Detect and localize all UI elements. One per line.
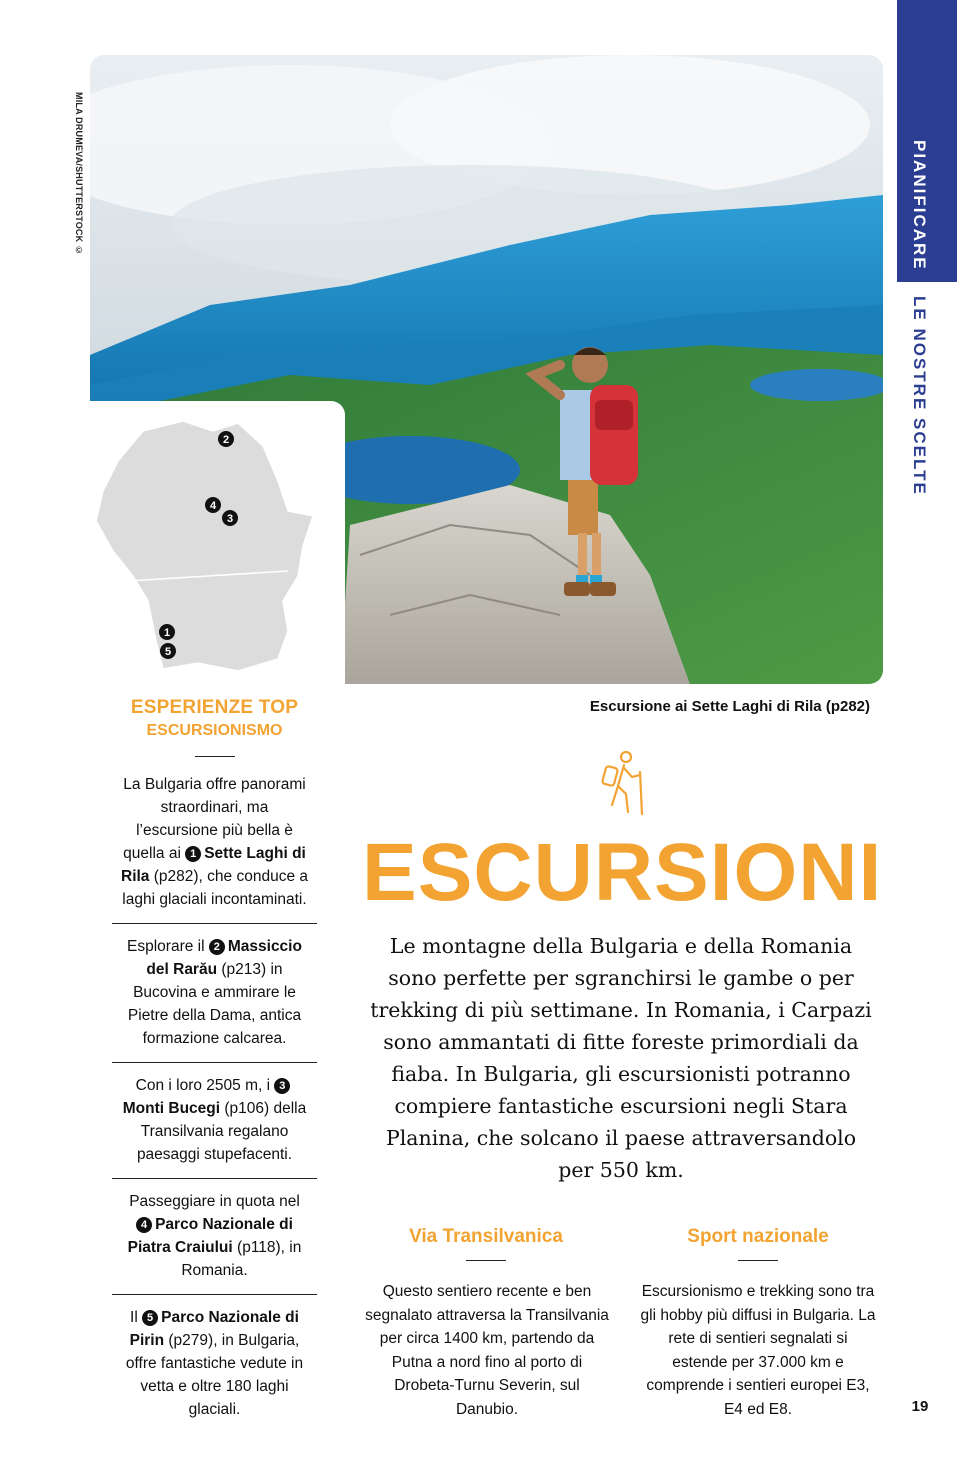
page-number: 19 — [911, 1398, 929, 1415]
subsection-tab-label: LE NOSTRE SCELTE — [910, 296, 929, 496]
hiker-icon — [596, 750, 648, 818]
photo-caption: Escursione ai Sette Laghi di Rila (p282) — [589, 698, 870, 715]
experience-item-1 — [112, 773, 317, 924]
experience-text: Passeggiare in quota nel — [129, 1193, 300, 1210]
box-title-via-transilvanica: Via Transilvanica — [409, 1226, 563, 1247]
box-title-sport-nazionale: Sport nazionale — [687, 1226, 829, 1247]
svg-text:4: 4 — [209, 500, 217, 512]
experience-item-3 — [112, 1074, 317, 1179]
photo-credit: MILA DRUMEVA/SHUTTERSTOCK © — [74, 92, 84, 256]
box-text-sport-nazionale: Escursionismo e trekking sono tra gli hobby più diffusi in Bulgaria. La rete di sentieri segnalati si estende per 37.000 km e comprende i sentieri europei E3, E4 ed E8. — [640, 1283, 876, 1418]
experience-item-2 — [112, 935, 317, 1063]
number-badge: 4 — [136, 1217, 152, 1233]
map-panel — [88, 401, 345, 686]
experience-place: Monti Bucegi — [122, 1100, 221, 1117]
section-tab-label: PIANIFICARE — [910, 140, 929, 271]
experience-place: Sette Laghi di Rila — [121, 845, 306, 885]
experience-text: Con i loro 2505 m, i — [135, 1077, 271, 1094]
page-heading: ESCURSIONI — [362, 827, 883, 918]
divider — [738, 1260, 778, 1261]
experience-text: Il — [130, 1309, 138, 1326]
intro-paragraph: Le montagne della Bulgaria e della Romania sono perfette per sgranchirsi le gambe o per trekking di più settimane. In Romania, i Carpazi sono ammantati di fitte foreste primordiali da fiaba. In Bulgaria, gli escursionisti potranno compiere fantastiche escursioni negli Stara Planina, che solcano il paese attraversandolo per 550 km. — [370, 934, 872, 1182]
map-marker-2 — [218, 431, 234, 447]
experience-place: Parco Nazionale di Piatra Craiului — [127, 1216, 293, 1256]
number-badge: 2 — [209, 939, 225, 955]
number-badge: 5 — [142, 1310, 158, 1326]
number-badge: 3 — [274, 1078, 290, 1094]
experience-text: La Bulgaria offre panorami straordinari, ma l’escursione più bella è quella ai — [123, 776, 306, 862]
divider — [195, 756, 235, 757]
top-experiences-column — [112, 696, 317, 1444]
romania-bulgaria-map — [88, 401, 345, 686]
experience-text: (p106) della Transilvania regalano paesaggi stupefacenti. — [136, 1100, 307, 1163]
divider — [466, 1260, 506, 1261]
number-badge: 1 — [185, 846, 201, 862]
experience-item-4 — [112, 1190, 317, 1295]
box-text-via-transilvanica: Questo sentiero recente e ben segnalato attraversa la Transilvania per circa 1400 km, partendo da Putna a nord fino al porto di Drobeta-Turnu Severin, sul Danubio. — [365, 1283, 609, 1418]
experience-text: Esplorare il — [127, 938, 205, 955]
top-experiences-subtitle: ESCURSIONISMO — [146, 722, 283, 739]
experience-item-5 — [112, 1306, 317, 1433]
svg-text:5: 5 — [164, 646, 172, 658]
experience-place: Massiccio del Rarău — [146, 938, 302, 978]
svg-text:2: 2 — [222, 434, 230, 446]
experience-text: (p118), in Romania. — [181, 1239, 302, 1279]
svg-text:3: 3 — [226, 513, 234, 525]
experience-text: (p213) in Bucovina e ammirare le Pietre della Dama, antica formazione calcarea. — [127, 961, 302, 1047]
map-marker-3 — [222, 510, 238, 526]
map-marker-1 — [159, 624, 175, 640]
svg-text:1: 1 — [163, 627, 171, 639]
experience-place: Parco Nazionale di Pirin — [129, 1309, 299, 1349]
map-marker-4 — [205, 497, 221, 513]
map-marker-5 — [160, 643, 176, 659]
experience-text: (p282), che conduce a laghi glaciali incontaminati. — [122, 868, 308, 908]
experience-text: (p279), in Bulgaria, offre fantastiche vedute in vetta e oltre 180 laghi glaciali. — [125, 1332, 304, 1418]
top-experiences-title: ESPERIENZE TOP — [130, 697, 299, 718]
